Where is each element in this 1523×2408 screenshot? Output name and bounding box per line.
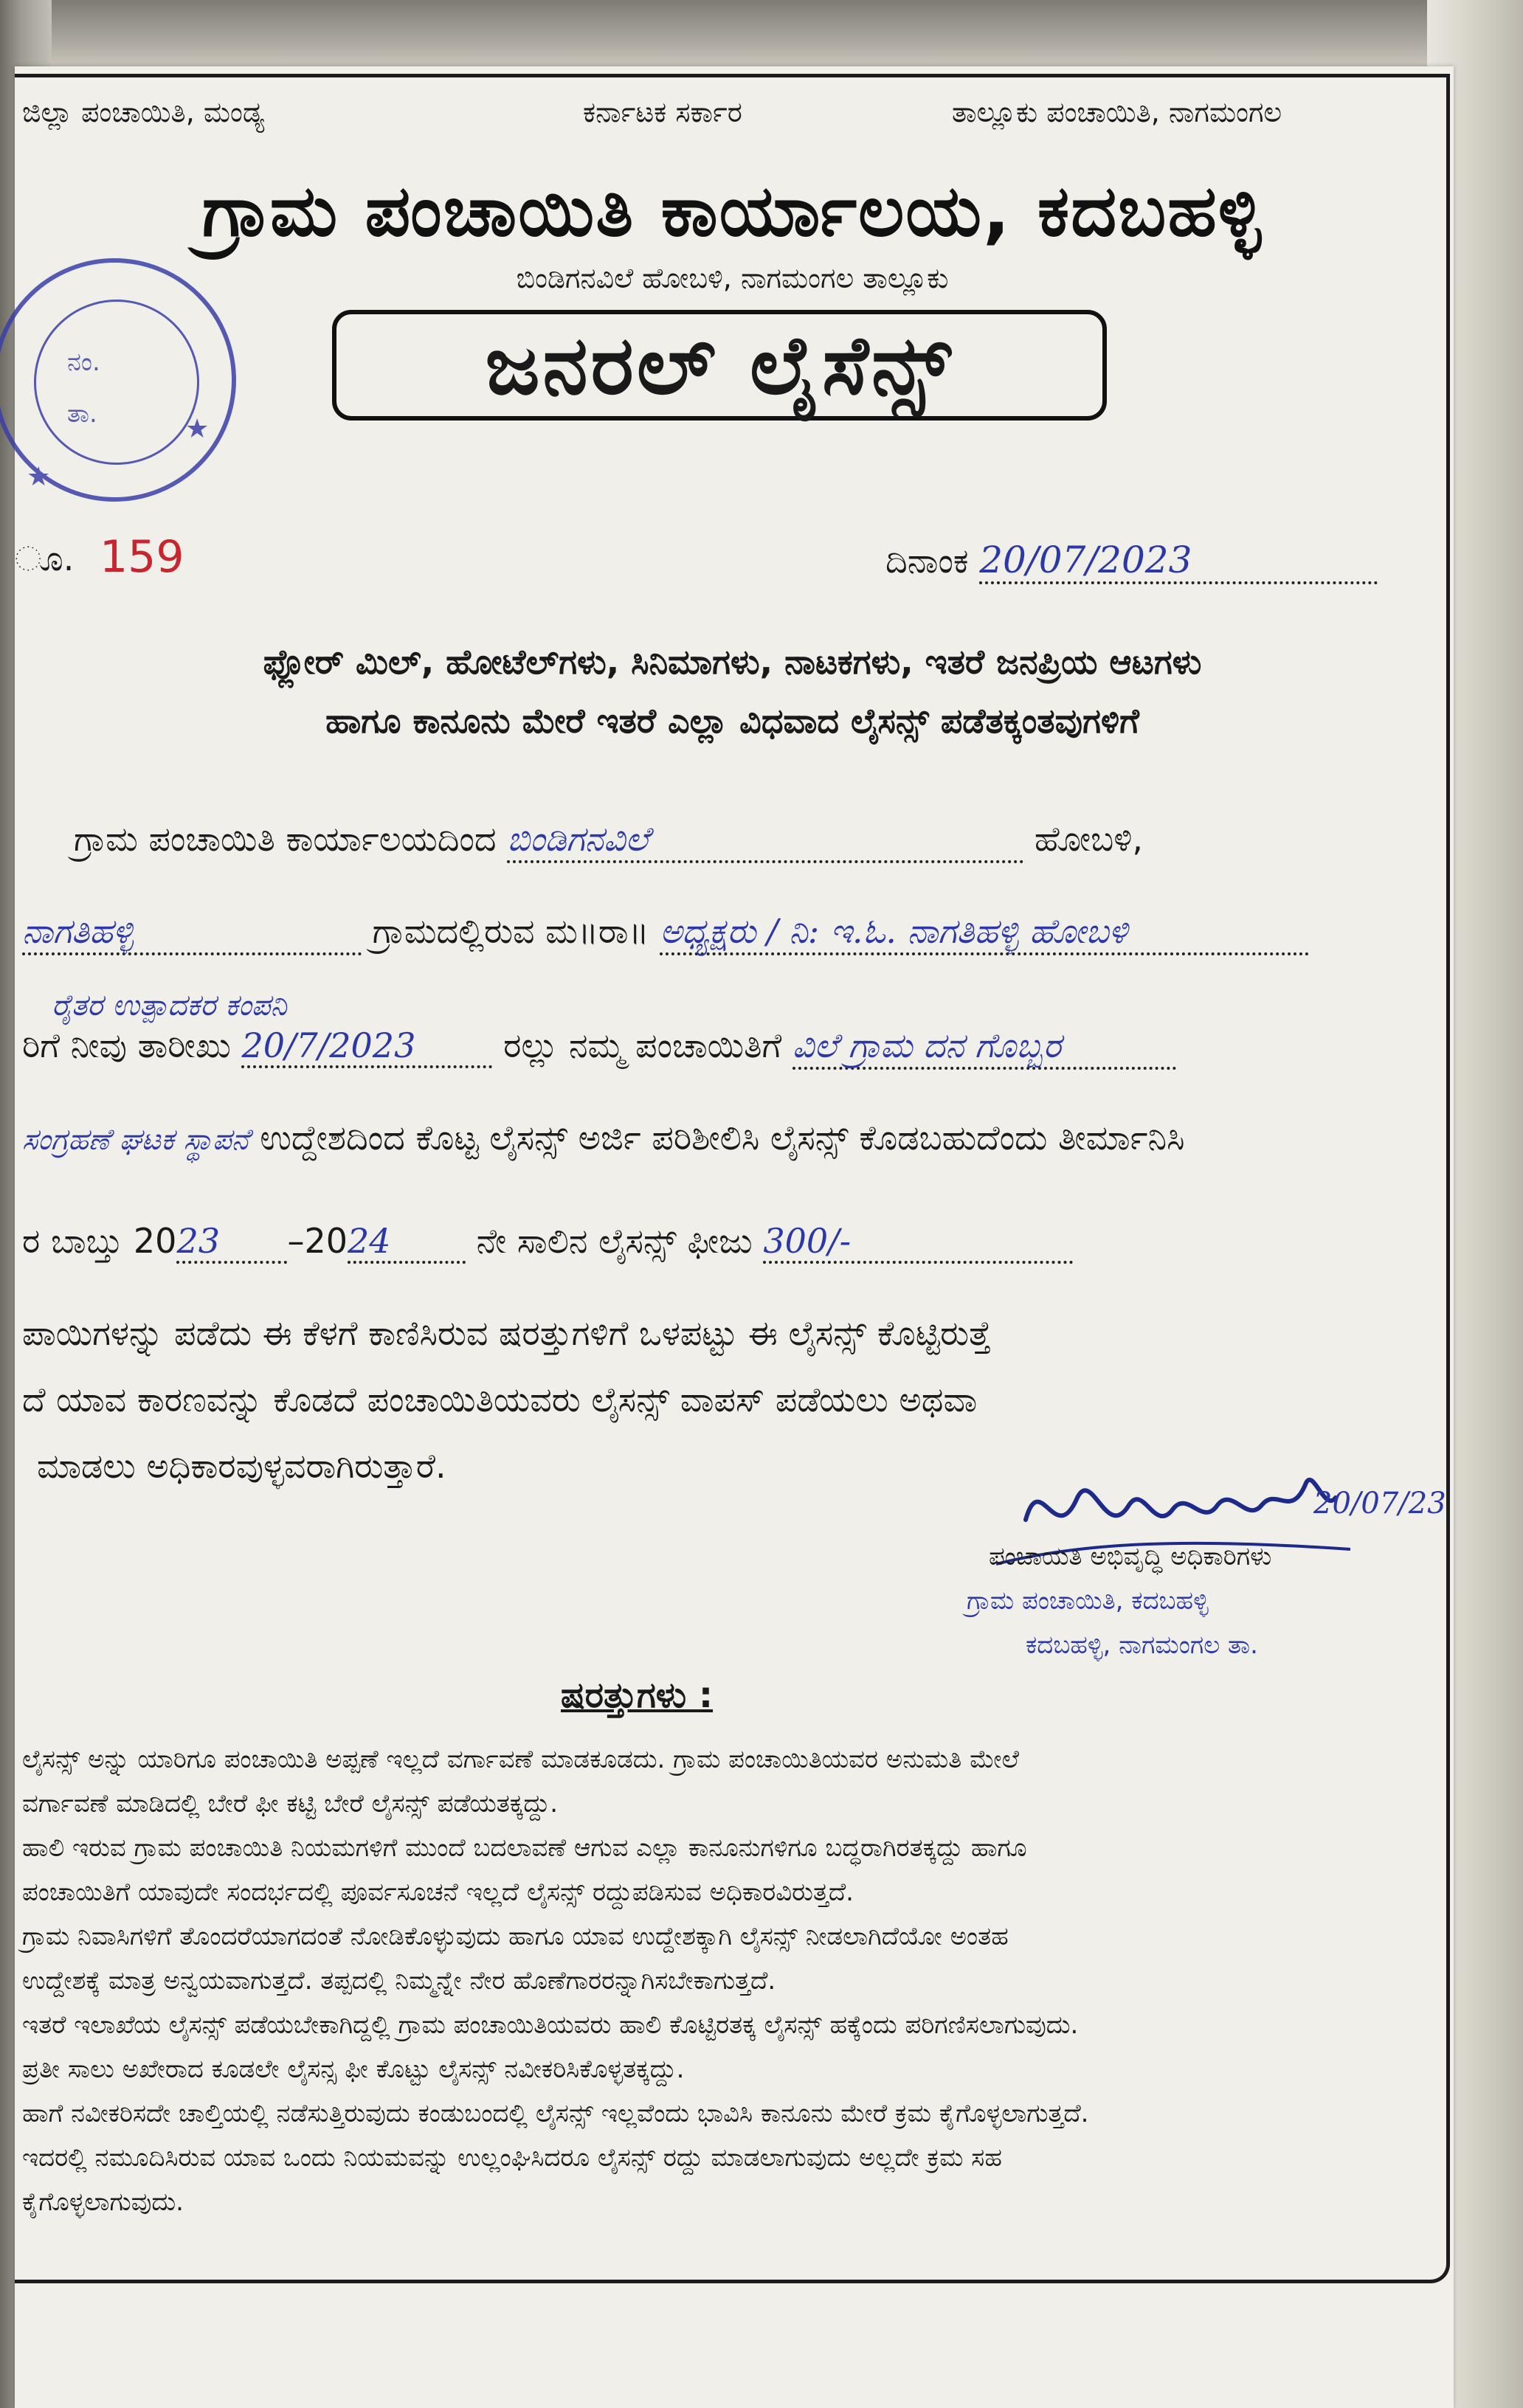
handwritten-year-end: 24	[348, 1221, 466, 1264]
handwritten-hobli: ಬಿಂಡಿಗನವಿಲೆ	[507, 819, 1023, 863]
handwritten-fee: 300/-	[763, 1221, 1073, 1264]
seal-inner-ring	[34, 300, 199, 465]
body-text: ಉದ್ದೇಶದಿಂದ ಕೊಟ್ಟ ಲೈಸನ್ಸ್ ಅರ್ಜಿ ಪರಿಶೀಲಿಸಿ ಲೈಸನ್ಸ್ ಕೊಡಬಹುದೆಂದು ತೀರ್ಮಾನಿಸಿ	[260, 1118, 1185, 1158]
body-line-6: ಪಾಯಿಗಳನ್ನು ಪಡೆದು ಈ ಕೆಳಗೆ ಕಾಣಿಸಿರುವ ಷರತ್ತುಗಳಿಗೆ ಒಳಪಟ್ಟು ಈ ಲೈಸನ್ಸ್ ಕೊಟ್ಟಿರುತ್ತೆ	[22, 1313, 992, 1353]
body-text: ನೇ ಸಾಲಿನ ಲೈಸನ್ಸ್ ಫೀಜು	[476, 1221, 753, 1261]
condition-line: ಲೈಸನ್ಸ್ ಅನ್ನು ಯಾರಿಗೂ ಪಂಚಾಯಿತಿ ಅಪ್ಪಣೆ ಇಲ್ಲದೆ ವರ್ಗಾವಣೆ ಮಾಡಕೂಡದು. ಗ್ರಾಮ ಪಂಚಾಯಿತಿಯವರ ಅನುಮತಿ ಮೇಲೆ	[22, 1745, 1019, 1774]
body-text: ರಿಗೆ ನೀವು ತಾರೀಖು	[22, 1025, 231, 1065]
license-document	[15, 66, 1454, 2408]
body-text: ರಲ್ಲು ನಮ್ಮ ಪಂಚಾಯಿತಿಗೆ	[503, 1025, 782, 1065]
heading-line-1: ಫ್ಲೋರ್ ಮಿಲ್, ಹೋಟೆಲ್‌ಗಳು, ಸಿನಿಮಾಗಳು, ನಾಟಕಗಳು, ಇತರೆ ಜನಪ್ರಿಯ ಆಟಗಳು	[263, 642, 1202, 682]
seal-number-line: ನಂ.	[67, 347, 100, 377]
handwritten-company: ರೈತರ ಉತ್ಪಾದಕರ ಕಂಪನಿ	[52, 989, 287, 1023]
handwritten-purpose: ವಿಲೆ ಗ್ರಾಮ ದನ ಗೊಬ್ಬರ	[792, 1025, 1176, 1070]
condition-line: ಹಾಗೆ ನವೀಕರಿಸದೇ ಚಾಲ್ತಿಯಲ್ಲಿ ನಡೆಸುತ್ತಿರುವುದು ಕಂಡುಬಂದಲ್ಲಿ ಲೈಸನ್ಸ್ ಇಲ್ಲವೆಂದು ಭಾವಿಸಿ ಕಾನೂನು ಮೇರೆ ಕ್ರಮ ಕೈಗೊಳ್ಳಲಾಗುತ್ತದೆ.	[22, 2099, 1089, 2128]
body-text: ರ ಬಾಬ್ತು 20	[22, 1221, 177, 1261]
signature-designation: ಪಂಚಾಯತಿ ಅಭಿವೃದ್ಧಿ ಅಧಿಕಾರಿಗಳು	[989, 1542, 1272, 1571]
license-title: ಜನರಲ್ ಲೈಸೆನ್ಸ್	[485, 318, 954, 412]
office-seal	[0, 258, 236, 502]
handwritten-village: ನಾಗತಿಹಳ್ಳಿ	[22, 911, 362, 955]
date-row	[885, 539, 1378, 584]
condition-line: ಇದರಲ್ಲಿ ನಮೂದಿಸಿರುವ ಯಾವ ಒಂದು ನಿಯಮವನ್ನು ಉಲ್ಲಂಘಿಸಿದರೂ ಲೈಸನ್ಸ್ ರದ್ದು ಮಾಡಲಾಗುವುದು ಅಲ್ಲದೇ ಕ್ರಮ ಸಹ	[22, 2143, 1002, 2173]
handwritten-unit: ಸಂಗ್ರಹಣೆ ಘಟಕ ಸ್ಥಾಪನೆ	[22, 1123, 249, 1157]
office-title: ಗ್ರಾಮ ಪಂಚಾಯಿತಿ ಕಾರ್ಯಾಲಯ, ಕದಬಹಳ್ಳಿ	[201, 170, 1263, 252]
office-subtitle: ಬಿಂಡಿಗನವಿಲೆ ಹೋಬಳಿ, ನಾಗಮಂಗಲ ತಾಲ್ಲೂಕು	[516, 262, 949, 294]
handwritten-application-date: 20/7/2023	[241, 1025, 492, 1068]
body-line-1	[74, 819, 1143, 863]
signature-date: 20/07/23	[1313, 1487, 1446, 1520]
condition-line: ಗ್ರಾಮ ನಿವಾಸಿಗಳಿಗೆ ತೊಂದರೆಯಾಗದಂತೆ ನೋಡಿಕೊಳ್ಳುವುದು ಹಾಗೂ ಯಾವ ಉದ್ದೇಶಕ್ಕಾಗಿ ಲೈಸನ್ಸ್ ನೀಡಲಾಗಿದೆಯೋ ಅಂತಹ	[22, 1922, 1009, 1951]
body-line-3	[22, 1025, 1176, 1070]
body-text: ಗ್ರಾಮ ಪಂಚಾಯಿತಿ ಕಾರ್ಯಾಲಯದಿಂದ	[74, 819, 497, 859]
conditions-title: ಷರತ್ತುಗಳು :	[561, 1675, 714, 1716]
body-line-8: ಮಾಡಲು ಅಧಿಕಾರವುಳ್ಳವರಾಗಿರುತ್ತಾರೆ.	[37, 1446, 446, 1486]
body-text: ಗ್ರಾಮದಲ್ಲಿರುವ ಮ॥ರಾ॥	[372, 911, 649, 951]
body-text: ಹೋಬಳಿ,	[1034, 819, 1144, 859]
condition-line: ಉದ್ದೇಶಕ್ಕೆ ಮಾತ್ರ ಅನ್ವಯವಾಗುತ್ತದೆ. ತಪ್ಪದಲ್ಲಿ ನಿಮ್ಮನ್ನೇ ನೇರ ಹೊಣೆಗಾರರನ್ನಾಗಿಸಬೇಕಾಗುತ್ತದೆ.	[22, 1966, 776, 1996]
body-text: –20	[287, 1221, 348, 1261]
condition-line: ಪಂಚಾಯಿತಿಗೆ ಯಾವುದೇ ಸಂದರ್ಭದಲ್ಲಿ ಪೂರ್ವಸೂಚನೆ ಇಲ್ಲದೆ ಲೈಸನ್ಸ್ ರದ್ದುಪಡಿಸುವ ಅಧಿಕಾರವಿರುತ್ತದೆ.	[22, 1878, 854, 1907]
date-label: ದಿನಾಂಕ	[885, 541, 969, 581]
handwritten-applicant: ಅಧ್ಯಕ್ಷರು / ನಿ: ಇ.ಓ. ನಾಗತಿಹಳ್ಳಿ ಹೋಬಳಿ	[660, 911, 1309, 955]
body-line-4	[22, 1118, 1185, 1159]
header-government: ಕರ್ನಾಟಕ ಸರ್ಕಾರ	[583, 96, 742, 128]
signature-office: ಗ್ರಾಮ ಪಂಚಾಯಿತಿ, ಕದಬಹಳ್ಳಿ	[967, 1586, 1209, 1616]
condition-line: ಇತರೆ ಇಲಾಖೆಯ ಲೈಸನ್ಸ್ ಪಡೆಯಬೇಕಾಗಿದ್ದಲ್ಲಿ ಗ್ರಾಮ ಪಂಚಾಯಿತಿಯವರು ಹಾಲಿ ಕೊಟ್ಟಿರತಕ್ಕ ಲೈಸನ್ಸ್ ಹಕ್ಕೆಂದು ಪರಿಗಣಿಸಲಾಗುವುದು.	[22, 2010, 1079, 2040]
serial-prefix: ೂ.	[15, 539, 75, 578]
header-district: ಜಿಲ್ಲಾ ಪಂಚಾಯಿತಿ, ಮಂಡ್ಯ	[22, 96, 265, 128]
star-icon: ★	[27, 462, 51, 492]
condition-line: ಹಾಲಿ ಇರುವ ಗ್ರಾಮ ಪಂಚಾಯಿತಿ ನಿಯಮಗಳಿಗೆ ಮುಂದೆ ಬದಲಾವಣೆ ಆಗುವ ಎಲ್ಲಾ ಕಾನೂನುಗಳಿಗೂ ಬದ್ಧರಾಗಿರತಕ್ಕದ್ದು ಹಾಗೂ	[22, 1833, 1027, 1863]
serial-number: 159	[100, 531, 184, 583]
condition-line: ವರ್ಗಾವಣೆ ಮಾಡಿದಲ್ಲಿ ಬೇರೆ ಫೀ ಕಟ್ಟಿ ಬೇರೆ ಲೈಸನ್ಸ್ ಪಡೆಯತಕ್ಕದ್ದು.	[22, 1789, 558, 1819]
heading-line-2: ಹಾಗೂ ಕಾನೂನು ಮೇರೆ ಇತರೆ ಎಲ್ಲಾ ವಿಧವಾದ ಲೈಸನ್ಸ್ ಪಡೆತಕ್ಕಂತವುಗಳಿಗೆ	[325, 701, 1139, 741]
seal-date-line: ತಾ.	[67, 399, 97, 429]
license-title-box	[332, 310, 1107, 421]
date-value: 20/07/2023	[979, 539, 1378, 584]
body-line-5	[22, 1221, 1073, 1264]
condition-line: ಕೈಗೊಳ್ಳಲಾಗುವುದು.	[22, 2187, 184, 2217]
body-line-7: ದೆ ಯಾವ ಕಾರಣವನ್ನು ಕೊಡದೆ ಪಂಚಾಯಿತಿಯವರು ಲೈಸನ್ಸ್ ವಾಪಸ್ ಪಡೆಯಲು ಅಥವಾ	[22, 1380, 978, 1419]
signature-place: ಕದಬಹಳ್ಳಿ, ನಾಗಮಂಗಲ ತಾ.	[1026, 1630, 1258, 1660]
body-line-2	[22, 911, 1309, 955]
handwritten-year-start: 23	[176, 1221, 287, 1264]
condition-line: ಪ್ರತೀ ಸಾಲು ಅಖೇರಾದ ಕೂಡಲೇ ಲೈಸನ್ಸ ಫೀ ಕೊಟ್ಟು ಲೈಸನ್ಸ್ ನವೀಕರಿಸಿಕೊಳ್ಳತಕ್ಕದ್ದು.	[22, 2055, 685, 2084]
header-taluk: ತಾಲ್ಲೂಕು ಪಂಚಾಯಿತಿ, ನಾಗಮಂಗಲ	[952, 96, 1282, 128]
star-icon: ★	[185, 414, 210, 444]
